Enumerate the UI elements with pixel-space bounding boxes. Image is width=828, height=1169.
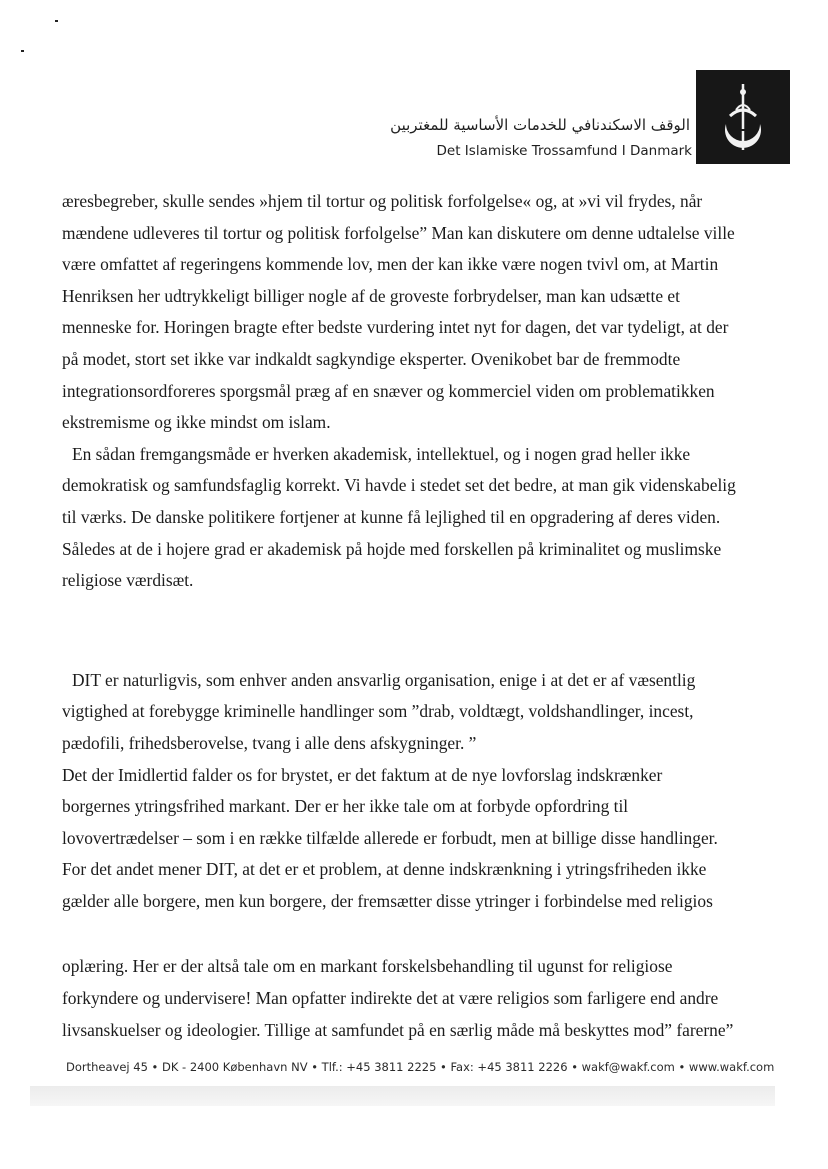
text-line: være omfattet af regeringens kommende lov, men der kan ikke være nogen tvivl om, at Martin <box>62 254 719 275</box>
organization-name: Det Islamiske Trossamfund I Danmark <box>436 143 692 159</box>
text-line: mændene udleveres til tortur og politisk forfolgelse” Man kan diskutere om denne udtalelse ville <box>62 222 735 243</box>
paragraph-2 <box>62 439 772 597</box>
footer-contact-line: Dortheavej 45 • DK - 2400 København NV • Tlf.: +45 3811 2225 • Fax: +45 3811 2226 • wakf@wakf.com • www.wakf.com <box>66 1060 775 1074</box>
text-line: Det der Imidlertid falder os for brystet, er det faktum at de nye lovforslag indskrænker <box>62 764 663 785</box>
text-line: integrationsordforeres sporgsmål præg af en snæver og kommerciel viden om problematikken <box>62 380 715 401</box>
paragraph-spacer <box>62 917 772 951</box>
paragraph-1 <box>62 186 772 439</box>
text-line: på modet, stort set ikke var indkaldt sagkyndige eksperter. Ovenikobet bar de fremmodte <box>62 348 681 369</box>
mosque-crescent-logo-icon <box>696 70 790 164</box>
letterhead <box>0 66 828 166</box>
text-line: livsanskuelser og ideologier. Tillige at samfundet på en særlig måde må beskyttes mod” farerne” <box>62 1019 734 1040</box>
text-line: forkyndere og undervisere! Man opfatter indirekte det at være religios som farligere end andre <box>62 988 719 1009</box>
text-line: oplæring. Her er der altså tale om en markant forskelsbehandling til ugunst for religiose <box>62 956 673 977</box>
paragraph-3 <box>62 665 772 918</box>
text-line: vigtighed at forebygge kriminelle handlinger som ”drab, voldtægt, voldshandlinger, incest, <box>62 701 694 722</box>
text-line: En sådan fremgangsmåde er hverken akademisk, intellektuel, og i nogen grad heller ikke <box>72 443 691 464</box>
text-line: pædofili, frihedsberovelse, tvang i alle dens afskygninger. ” <box>62 732 477 753</box>
text-line: til værks. De danske politikere fortjener at kunne få lejlighed til en opgradering af deres viden. <box>62 506 721 527</box>
text-line: Således at de i hojere grad er akademisk på hojde med forskellen på kriminalitet og muslimske <box>62 538 722 559</box>
scan-speck <box>21 50 24 52</box>
paragraph-spacer <box>62 597 772 665</box>
letter-body <box>62 186 772 1046</box>
scan-speck <box>55 20 58 22</box>
text-line: For det andet mener DIT, at det er et problem, at denne indskrænkning i ytringsfriheden ikke <box>62 859 707 880</box>
arabic-organization-name: الوقف الاسكندنافي للخدمات الأساسية للمغتربين <box>390 116 690 134</box>
text-line: borgernes ytringsfrihed markant. Der er her ikke tale om at forbyde opfordring til <box>62 796 629 817</box>
text-line: gælder alle borgere, men kun borgere, der fremsætter disse ytringer i forbindelse med religios <box>62 890 713 911</box>
text-line: DIT er naturligvis, som enhver anden ansvarlig organisation, enige i at det er af væsentlig <box>72 669 696 690</box>
text-line: menneske for. Horingen bragte efter bedste vurdering intet nyt for dagen, det var tydeligt, at der <box>62 317 729 338</box>
text-line: religiose værdisæt. <box>62 570 194 591</box>
text-line: ekstremisme og ikke mindst om islam. <box>62 412 331 433</box>
text-line: Henriksen her udtrykkeligt billiger nogle af de groveste forbrydelser, man kan udsætte et <box>62 285 680 306</box>
text-line: æresbegreber, skulle sendes »hjem til tortur og politisk forfolgelse« og, at »vi vil frydes, når <box>62 191 703 211</box>
text-line: demokratisk og samfundsfaglig korrekt. Vi havde i stedet set det bedre, at man gik videnskabelig <box>62 475 736 496</box>
footer-scan-shade <box>30 1086 775 1106</box>
text-line: lovovertrædelser – som i en række tilfælde allerede er forbudt, men at billige disse handlinger. <box>62 827 718 848</box>
paragraph-4 <box>62 951 772 1046</box>
